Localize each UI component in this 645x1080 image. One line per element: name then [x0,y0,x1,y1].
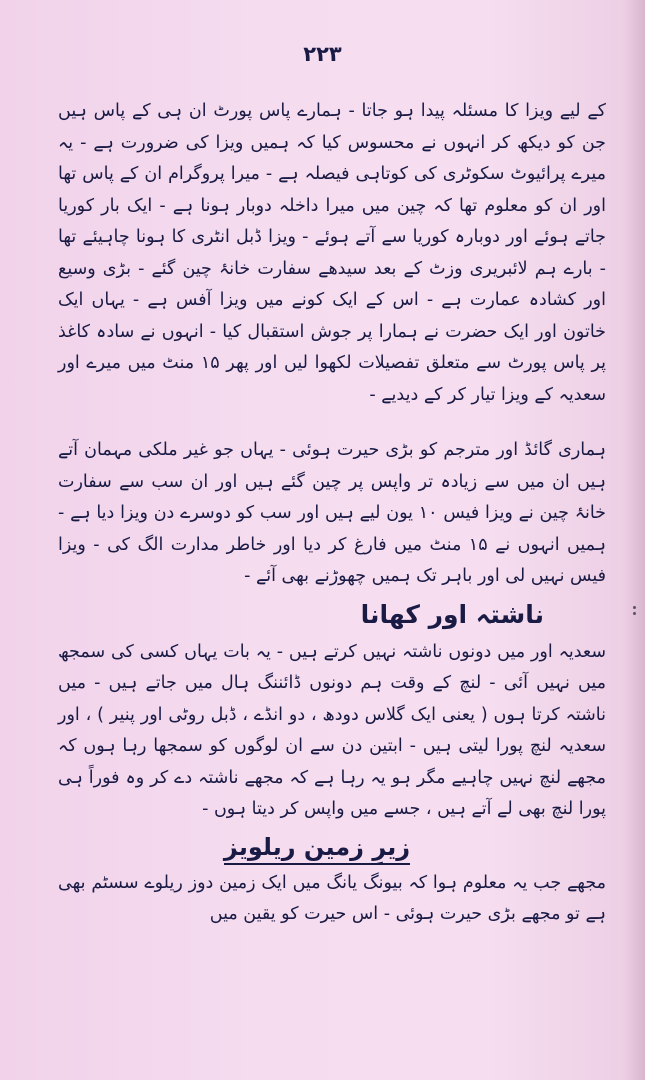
page-edge-shadow [623,0,645,1080]
breakfast-heading: ناشتہ اور کھانا [360,599,544,629]
visa-paragraph-1: کے لیے ویزا کا مسئلہ پیدا ہو جاتا - ہمارے پاس پورٹ ان ہی کے پاس ہیں جن کو دیکھ کر انہوں نے محسوس کیا کہ ہمیں ویزا کی ضرورت ہے - یہ میرے پرائیوٹ سکوٹری کی کوتاہی فیصلہ ہے - میرا پروگرام ان کے پاس تھا اور ان کو معلوم تھا کہ چین میں میرا داخلہ دوبار ہونا ہے - ایک بار کوریا جاتے ہوئے اور دوبارہ کوریا سے آتے ہوئے - ویزا ڈبل انٹری کا ہونا چاہیئے تھا - بارے ہم لائبریری وزٹ کے بعد سیدھے سفارت خانۂ چین گئے - بڑی وسیع اور کشادہ عمارت ہے - اس کے ایک کونے میں ویزا آفس ہے - یہاں ایک خاتون اور ایک حضرت نے ہمارا پر جوش استقبال کیا - انہوں نے سادہ کاغذ پر پاس پورٹ سے متعلق تفصیلات لکھوا لیں اور پھر ۱۵ منٹ میں میرے اور سعدیہ کے ویزا تیار کر کے دیدیے - [58,101,606,405]
margin-mark [633,612,636,615]
margin-mark [633,606,636,609]
breakfast-paragraph: سعدیہ اور میں دونوں ناشتہ نہیں کرتے ہیں - یہ بات یہاں کسی کی سمجھ میں نہیں آئی - لنچ کے وقت ہم دونوں ڈائننگ ہال میں جاتے ہیں - میں ناشتہ کرتا ہوں ( یعنی ایک گلاس دودھ ، دو انڈے ، ڈبل روٹی اور پنیر ) ، اور سعدیہ لنچ پورا لیتی ہیں - ابتین دن سے ان لوگوں کو سمجھا رہا ہوں کہ مجھے لنچ نہیں چاہیے مگر ہو یہ رہا ہے کہ مجھے ناشتہ دے کر وہ فوراً ہی پورا لنچ بھی لے آتے ہیں ، جسے میں واپس کر دیتا ہوں - [58,641,606,819]
underground-heading-text: زیرِ زمین ریلویز [224,833,410,865]
underground-heading [58,826,606,868]
page-body [58,96,606,931]
visa-paragraph-2: ہماری گائڈ اور مترجم کو بڑی حیرت ہوئی - یہاں جو غیر ملکی مہمان آتے ہیں ان میں سے زیادہ تر واپس پر چین گئے ہیں اور ان سب سے سفارت خانۂ چین نے ویزا فیس ۱۰ یون لیے ہیں اور سب کو دوسرے دن ویزا دیا ہے - ہمیں انہوں نے ۱۵ منٹ میں فارغ کر دیا اور خاطر مدارت الگ کی - ویزا فیس نہیں لی اور باہر تک ہمیں چھوڑنے بھی آئے - [58,440,606,586]
page-number: ۲۲۳ [303,42,342,66]
underground-paragraph: مجھے جب یہ معلوم ہوا کہ بیونگ یانگ میں ایک زمین دوز ریلوے سسٹم بھی ہے تو مجھے بڑی حیرت ہوئی - اس حیرت کو یقین میں [58,872,606,924]
